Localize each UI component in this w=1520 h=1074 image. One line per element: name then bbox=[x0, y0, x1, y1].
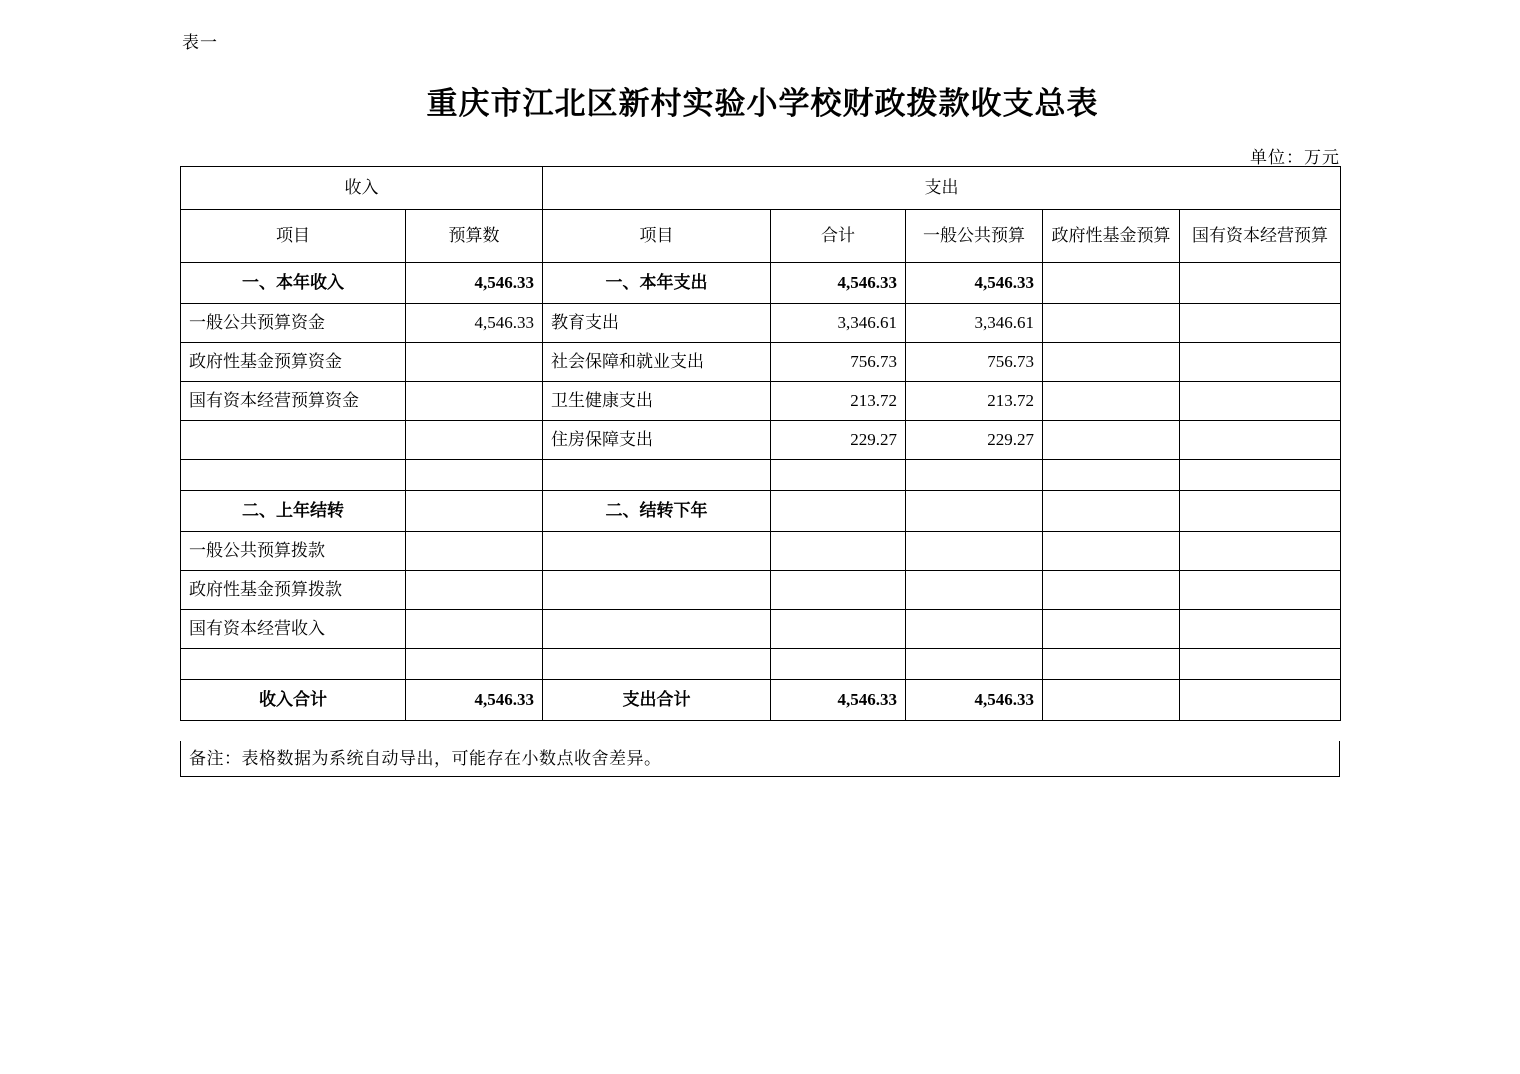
cell-exp-general-public bbox=[906, 491, 1043, 532]
cell-income-item: 一般公共预算资金 bbox=[181, 304, 406, 343]
cell-exp-state-capital bbox=[1180, 343, 1341, 382]
cell-exp-total bbox=[771, 491, 906, 532]
cell-exp-general-public: 4,546.33 bbox=[906, 263, 1043, 304]
cell-exp-gov-fund bbox=[1043, 680, 1180, 721]
table-row bbox=[181, 263, 1341, 304]
cell-exp-item: 住房保障支出 bbox=[543, 421, 771, 460]
cell-exp-gov-fund bbox=[1043, 491, 1180, 532]
table-row bbox=[181, 610, 1341, 649]
cell-exp-general-public: 229.27 bbox=[906, 421, 1043, 460]
column-header-exp-total: 合计 bbox=[771, 210, 906, 263]
cell-exp-total bbox=[771, 571, 906, 610]
table-group-header-row bbox=[181, 167, 1341, 210]
table-row bbox=[181, 571, 1341, 610]
cell-exp-item: 卫生健康支出 bbox=[543, 382, 771, 421]
cell-exp-gov-fund bbox=[1043, 571, 1180, 610]
cell-exp-state-capital bbox=[1180, 382, 1341, 421]
cell-income-item bbox=[181, 460, 406, 491]
cell-income-budget bbox=[406, 649, 543, 680]
cell-exp-general-public: 3,346.61 bbox=[906, 304, 1043, 343]
cell-exp-state-capital bbox=[1180, 421, 1341, 460]
cell-exp-gov-fund bbox=[1043, 263, 1180, 304]
cell-exp-item bbox=[543, 649, 771, 680]
cell-exp-total: 213.72 bbox=[771, 382, 906, 421]
table-row-total bbox=[181, 680, 1341, 721]
unit-label: 单位：万元 bbox=[1250, 148, 1340, 167]
cell-exp-item bbox=[543, 571, 771, 610]
column-header-exp-general-public: 一般公共预算 bbox=[906, 210, 1043, 263]
cell-exp-total: 4,546.33 bbox=[771, 680, 906, 721]
table-row bbox=[181, 382, 1341, 421]
cell-exp-general-public: 4,546.33 bbox=[906, 680, 1043, 721]
cell-income-item bbox=[181, 649, 406, 680]
cell-exp-state-capital bbox=[1180, 460, 1341, 491]
table-row bbox=[181, 421, 1341, 460]
cell-income-item: 一、本年收入 bbox=[181, 263, 406, 304]
cell-exp-state-capital bbox=[1180, 571, 1341, 610]
cell-exp-item bbox=[543, 532, 771, 571]
table-row bbox=[181, 460, 1341, 491]
cell-income-budget bbox=[406, 491, 543, 532]
cell-exp-general-public: 213.72 bbox=[906, 382, 1043, 421]
cell-exp-general-public bbox=[906, 532, 1043, 571]
cell-exp-total: 4,546.33 bbox=[771, 263, 906, 304]
sheet-label: 表一 bbox=[182, 33, 218, 52]
cell-income-item: 一般公共预算拨款 bbox=[181, 532, 406, 571]
cell-income-budget bbox=[406, 460, 543, 491]
cell-exp-total bbox=[771, 649, 906, 680]
cell-exp-total: 3,346.61 bbox=[771, 304, 906, 343]
group-header-expenditure: 支出 bbox=[543, 167, 1341, 210]
cell-exp-state-capital bbox=[1180, 263, 1341, 304]
cell-exp-general-public bbox=[906, 649, 1043, 680]
cell-income-budget bbox=[406, 610, 543, 649]
cell-exp-state-capital bbox=[1180, 680, 1341, 721]
column-header-income-budget: 预算数 bbox=[406, 210, 543, 263]
cell-income-budget bbox=[406, 532, 543, 571]
cell-exp-total bbox=[771, 532, 906, 571]
cell-income-budget bbox=[406, 571, 543, 610]
cell-exp-item: 社会保障和就业支出 bbox=[543, 343, 771, 382]
column-header-exp-item: 项目 bbox=[543, 210, 771, 263]
cell-income-item: 国有资本经营预算资金 bbox=[181, 382, 406, 421]
cell-exp-general-public bbox=[906, 610, 1043, 649]
cell-exp-item bbox=[543, 460, 771, 491]
cell-exp-state-capital bbox=[1180, 610, 1341, 649]
table-body bbox=[181, 167, 1341, 721]
column-header-income-item: 项目 bbox=[181, 210, 406, 263]
table-row bbox=[181, 532, 1341, 571]
financial-table bbox=[180, 166, 1341, 721]
cell-exp-total: 229.27 bbox=[771, 421, 906, 460]
cell-income-item: 政府性基金预算资金 bbox=[181, 343, 406, 382]
cell-income-budget bbox=[406, 421, 543, 460]
cell-income-budget: 4,546.33 bbox=[406, 680, 543, 721]
cell-income-budget bbox=[406, 382, 543, 421]
cell-exp-total bbox=[771, 460, 906, 491]
table-row bbox=[181, 491, 1341, 532]
cell-income-item bbox=[181, 421, 406, 460]
cell-income-item: 国有资本经营收入 bbox=[181, 610, 406, 649]
cell-exp-state-capital bbox=[1180, 304, 1341, 343]
cell-income-item: 收入合计 bbox=[181, 680, 406, 721]
cell-exp-gov-fund bbox=[1043, 460, 1180, 491]
group-header-income: 收入 bbox=[181, 167, 543, 210]
cell-exp-general-public bbox=[906, 460, 1043, 491]
cell-income-item: 二、上年结转 bbox=[181, 491, 406, 532]
cell-exp-total: 756.73 bbox=[771, 343, 906, 382]
cell-exp-item: 一、本年支出 bbox=[543, 263, 771, 304]
cell-exp-gov-fund bbox=[1043, 649, 1180, 680]
cell-exp-gov-fund bbox=[1043, 343, 1180, 382]
cell-exp-item: 教育支出 bbox=[543, 304, 771, 343]
cell-exp-general-public bbox=[906, 571, 1043, 610]
cell-exp-gov-fund bbox=[1043, 421, 1180, 460]
cell-income-budget: 4,546.33 bbox=[406, 304, 543, 343]
cell-income-budget: 4,546.33 bbox=[406, 263, 543, 304]
cell-exp-total bbox=[771, 610, 906, 649]
column-header-exp-gov-fund: 政府性基金预算 bbox=[1043, 210, 1180, 263]
page-title: 重庆市江北区新村实验小学校财政拨款收支总表 bbox=[426, 86, 1099, 121]
cell-exp-gov-fund bbox=[1043, 532, 1180, 571]
cell-exp-gov-fund bbox=[1043, 610, 1180, 649]
table-column-header-row bbox=[181, 210, 1341, 263]
cell-income-item: 政府性基金预算拨款 bbox=[181, 571, 406, 610]
cell-exp-gov-fund bbox=[1043, 304, 1180, 343]
cell-exp-item bbox=[543, 610, 771, 649]
cell-exp-general-public: 756.73 bbox=[906, 343, 1043, 382]
cell-exp-state-capital bbox=[1180, 649, 1341, 680]
table-row bbox=[181, 304, 1341, 343]
cell-exp-item: 支出合计 bbox=[543, 680, 771, 721]
cell-exp-state-capital bbox=[1180, 491, 1341, 532]
table-row bbox=[181, 649, 1341, 680]
cell-exp-gov-fund bbox=[1043, 382, 1180, 421]
column-header-exp-state-capital: 国有资本经营预算 bbox=[1180, 210, 1341, 263]
table-row bbox=[181, 343, 1341, 382]
cell-income-budget bbox=[406, 343, 543, 382]
cell-exp-item: 二、结转下年 bbox=[543, 491, 771, 532]
table-note: 备注：表格数据为系统自动导出，可能存在小数点收舍差异。 bbox=[180, 741, 1340, 777]
cell-exp-state-capital bbox=[1180, 532, 1341, 571]
